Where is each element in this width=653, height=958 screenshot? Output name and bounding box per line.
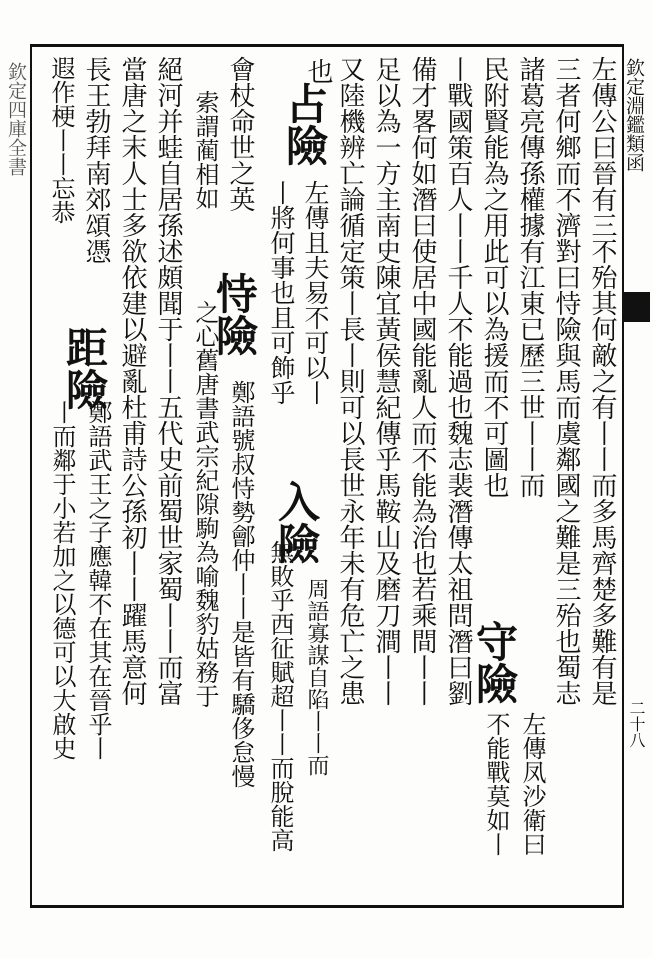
text-column-1: 左傳公曰晉有三不殆其何敵之有丨丨而多馬齊楚多難有是 — [587, 56, 617, 706]
text-column-5: 丨戰國策百人丨丨千人不能過也魏志裴潛傳太祖問潛曰劉 — [443, 56, 473, 706]
margin-book-title: 欽定淵鑑類函 — [623, 58, 645, 172]
text-column-17b: 鄭語武王之子應韓不在其在晉乎丨 — [84, 400, 112, 760]
text-column-18: 丨而鄰于小若加之以德可以大啟史 — [48, 400, 76, 760]
bottom-border — [30, 905, 624, 908]
text-column-14: 之心舊唐書武宗紀隙駒為喻魏豹姑務于 — [191, 300, 219, 708]
margin-block-mark — [624, 292, 650, 322]
text-column-8: 又陸機辨亡論循定策丨長丨則可以長世永年未有危亡之患 — [335, 56, 365, 706]
headword-zhan-xian: 占險 — [280, 82, 329, 166]
text-column-4b: 不能戰莫如丨 — [482, 712, 510, 856]
headword-shou-xian: 守險 — [470, 620, 519, 704]
headword-ju-xian: 距險 — [60, 326, 109, 410]
text-column-4: 民附賢能為之用此可以為援而不可圖也 — [479, 56, 509, 498]
text-column-3b: 左傳凤沙衛曰 — [518, 712, 546, 856]
text-column-11: 無敗乎西征賦超丨丨而脫能高 — [266, 540, 294, 852]
right-border — [622, 44, 624, 908]
text-column-2: 三者何鄉而不濟對曰恃險與馬而虞鄰國之難是三殆也蜀志 — [551, 56, 581, 706]
text-column-16: 當唐之末人士多欲依建以避亂杜甫詩公孫初丨丨躍馬意何 — [117, 56, 147, 706]
margin-page-number: 二十八 — [627, 700, 646, 748]
text-column-6: 備才畧何如潛曰使居中國能亂人而不能為治也若乘間丨丨 — [407, 56, 437, 706]
text-column-13-pre: 索謂蔺相如 — [191, 90, 219, 210]
text-column-9-top: 也 — [303, 58, 333, 84]
text-column-15: 絕河并蛙自居孫述頗聞于丨丨五代史前蜀世家蜀丨丨而富 — [153, 56, 183, 706]
left-margin-fragment: 欽定四庫全書 — [5, 62, 27, 176]
text-column-19: 遐作梗丨丨忘恭 — [47, 56, 75, 224]
headword-shi-xian: 恃險 — [210, 272, 259, 356]
headword-ru-xian: 入險 — [272, 480, 321, 564]
text-column-17: 長王勃拜南郊頌憑 — [81, 56, 111, 264]
left-border — [30, 44, 32, 908]
text-column-ru-b: 周語寡謀自陷丨丨而 — [304, 578, 329, 776]
text-column-3: 諸葛亮傳孫權據有江東已歷三世丨丨而 — [515, 56, 545, 498]
text-column-13: 鄭語號叔恃勢鄶仲丨丨是皆有驕侈怠慢 — [227, 380, 255, 788]
top-border — [30, 44, 624, 47]
text-column-10: 丨將何事也且可飾乎 — [267, 180, 296, 405]
text-column-12: 會杖命世之英 — [225, 56, 255, 212]
text-column-9: 左傳且夫易不可以丨 — [301, 180, 330, 405]
text-column-7: 足以為一方主南史陳宜黃侯慧紀傳乎馬鞍山及磨刀澗丨丨 — [371, 56, 401, 706]
